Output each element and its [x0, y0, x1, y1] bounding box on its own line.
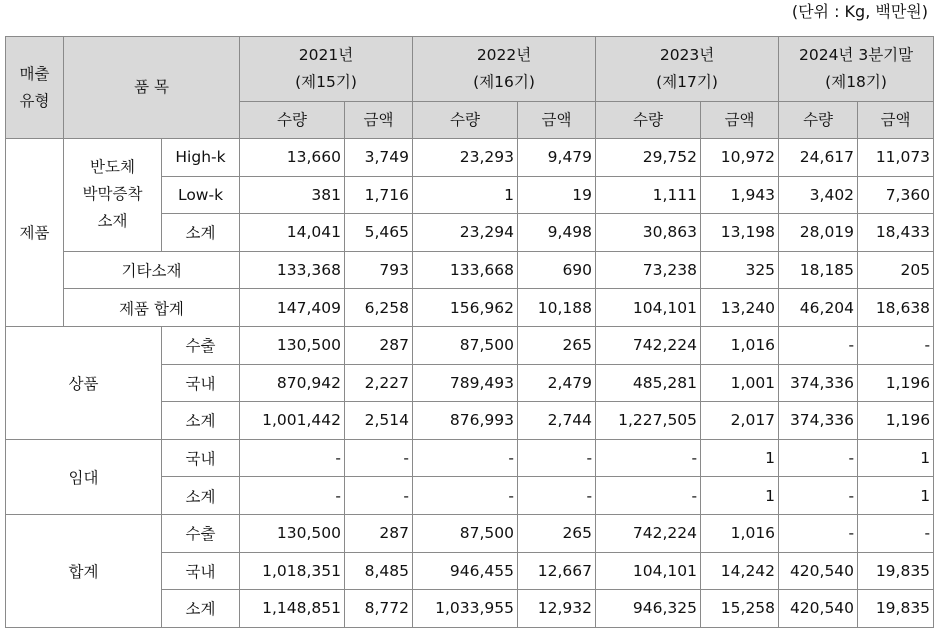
table-row: [6, 139, 934, 177]
qty-cell: 420,540: [779, 590, 858, 628]
qty-cell: 789,493: [413, 364, 518, 402]
amt-cell: 6,258: [345, 289, 413, 327]
period-label: (제16기): [473, 73, 535, 91]
qty-cell: 1,111: [596, 176, 701, 214]
amt-cell: 325: [701, 251, 779, 289]
qty-cell: 104,101: [596, 552, 701, 590]
table-body: [6, 37, 934, 628]
qty-cell: 485,281: [596, 364, 701, 402]
amt-cell: 287: [345, 514, 413, 552]
amt-cell: -: [858, 514, 934, 552]
qty-cell: -: [779, 514, 858, 552]
amt-cell: 3,749: [345, 139, 413, 177]
qty-cell: 946,455: [413, 552, 518, 590]
table-row: [6, 326, 934, 364]
amt-cell: -: [345, 439, 413, 477]
header-amt: 금액: [858, 102, 934, 139]
row-label: 소계: [162, 214, 240, 252]
qty-cell: 130,500: [240, 326, 345, 364]
qty-cell: 29,752: [596, 139, 701, 177]
header-amt: 금액: [701, 102, 779, 139]
header-year-2023: [596, 37, 779, 102]
qty-cell: -: [596, 439, 701, 477]
qty-cell: 13,660: [240, 139, 345, 177]
qty-cell: 24,617: [779, 139, 858, 177]
qty-cell: 28,019: [779, 214, 858, 252]
amt-cell: 205: [858, 251, 934, 289]
row-label: 국내: [162, 552, 240, 590]
type-cell-lease: 임대: [6, 439, 162, 514]
row-label: Low-k: [162, 176, 240, 214]
amt-cell: 9,479: [518, 139, 596, 177]
amt-cell: 287: [345, 326, 413, 364]
row-label: 수출: [162, 326, 240, 364]
header-item: 품 목: [64, 37, 240, 139]
amt-cell: 19,835: [858, 552, 934, 590]
amt-cell: 7,360: [858, 176, 934, 214]
amt-cell: 1: [858, 477, 934, 515]
amt-cell: 1,943: [701, 176, 779, 214]
qty-cell: -: [779, 477, 858, 515]
amt-cell: 12,667: [518, 552, 596, 590]
amt-cell: 15,258: [701, 590, 779, 628]
amt-cell: 8,485: [345, 552, 413, 590]
qty-cell: 1,148,851: [240, 590, 345, 628]
row-label: 소계: [162, 477, 240, 515]
product-group-line: 소재: [97, 212, 128, 231]
year-label: 2021년: [298, 46, 354, 64]
qty-cell: 374,336: [779, 364, 858, 402]
amt-cell: 11,073: [858, 139, 934, 177]
row-label: 소계: [162, 402, 240, 440]
qty-cell: 30,863: [596, 214, 701, 252]
row-label: 소계: [162, 590, 240, 628]
qty-cell: 23,294: [413, 214, 518, 252]
amt-cell: 12,932: [518, 590, 596, 628]
amt-cell: -: [518, 439, 596, 477]
qty-cell: 742,224: [596, 514, 701, 552]
qty-cell: 133,668: [413, 251, 518, 289]
amt-cell: 5,465: [345, 214, 413, 252]
table-row: [6, 439, 934, 477]
product-group-line: 반도체: [90, 158, 135, 177]
unit-note: (단위 : Kg, 백만원): [791, 2, 928, 21]
amt-cell: 1: [701, 439, 779, 477]
amt-cell: 10,972: [701, 139, 779, 177]
amt-cell: 1,016: [701, 514, 779, 552]
year-label: 2022년: [476, 46, 532, 64]
amt-cell: 1: [858, 439, 934, 477]
qty-cell: 14,041: [240, 214, 345, 252]
sales-table: [5, 36, 934, 628]
product-group-line: 박막증착: [82, 185, 143, 204]
qty-cell: 46,204: [779, 289, 858, 327]
qty-cell: 147,409: [240, 289, 345, 327]
qty-cell: 73,238: [596, 251, 701, 289]
type-cell-total: 합계: [6, 514, 162, 627]
header-sales-type: [6, 37, 64, 139]
qty-cell: -: [240, 477, 345, 515]
amt-cell: 265: [518, 326, 596, 364]
qty-cell: 870,942: [240, 364, 345, 402]
qty-cell: -: [596, 477, 701, 515]
header-amt: 금액: [345, 102, 413, 139]
qty-cell: 87,500: [413, 326, 518, 364]
year-label: 2023년: [659, 46, 715, 64]
qty-cell: 1: [413, 176, 518, 214]
amt-cell: 13,240: [701, 289, 779, 327]
table-row: [6, 514, 934, 552]
amt-cell: 18,638: [858, 289, 934, 327]
row-label: High-k: [162, 139, 240, 177]
qty-cell: -: [413, 477, 518, 515]
amt-cell: 2,744: [518, 402, 596, 440]
period-label: (제18기): [825, 73, 887, 91]
qty-cell: 1,033,955: [413, 590, 518, 628]
header-year-2021: [240, 37, 413, 102]
year-label: 2024년 3분기말: [798, 46, 914, 64]
row-label: 제품 합계: [64, 289, 240, 327]
table-row: [6, 289, 934, 327]
qty-cell: -: [779, 439, 858, 477]
amt-cell: 14,242: [701, 552, 779, 590]
qty-cell: 130,500: [240, 514, 345, 552]
amt-cell: 18,433: [858, 214, 934, 252]
qty-cell: 133,368: [240, 251, 345, 289]
header-year-2022: [413, 37, 596, 102]
period-label: (제15기): [295, 73, 357, 91]
header-qty: 수량: [779, 102, 858, 139]
qty-cell: 87,500: [413, 514, 518, 552]
header-row-years: [6, 37, 934, 102]
header-qty: 수량: [240, 102, 345, 139]
header-year-2024: [779, 37, 934, 102]
qty-cell: 742,224: [596, 326, 701, 364]
row-label: 기타소재: [64, 251, 240, 289]
amt-cell: 1,016: [701, 326, 779, 364]
amt-cell: -: [858, 326, 934, 364]
period-label: (제17기): [656, 73, 718, 91]
qty-cell: 18,185: [779, 251, 858, 289]
amt-cell: 19,835: [858, 590, 934, 628]
amt-cell: 19: [518, 176, 596, 214]
qty-cell: 1,001,442: [240, 402, 345, 440]
qty-cell: 374,336: [779, 402, 858, 440]
header-qty: 수량: [413, 102, 518, 139]
product-group-cell: [64, 139, 162, 252]
amt-cell: 265: [518, 514, 596, 552]
header-sales-type-line2: 유형: [19, 91, 50, 110]
amt-cell: 10,188: [518, 289, 596, 327]
qty-cell: 381: [240, 176, 345, 214]
amt-cell: 2,227: [345, 364, 413, 402]
amt-cell: 9,498: [518, 214, 596, 252]
amt-cell: 690: [518, 251, 596, 289]
qty-cell: 104,101: [596, 289, 701, 327]
amt-cell: 1: [701, 477, 779, 515]
amt-cell: 1,001: [701, 364, 779, 402]
qty-cell: 1,018,351: [240, 552, 345, 590]
table-row: [6, 251, 934, 289]
amt-cell: 1,196: [858, 402, 934, 440]
header-amt: 금액: [518, 102, 596, 139]
amt-cell: 1,716: [345, 176, 413, 214]
amt-cell: 1,196: [858, 364, 934, 402]
header-sales-type-line1: 매출: [19, 64, 50, 83]
header-qty: 수량: [596, 102, 701, 139]
qty-cell: 876,993: [413, 402, 518, 440]
qty-cell: -: [413, 439, 518, 477]
type-cell-product: 제품: [6, 139, 64, 327]
qty-cell: 23,293: [413, 139, 518, 177]
qty-cell: 1,227,505: [596, 402, 701, 440]
type-cell-goods: 상품: [6, 326, 162, 439]
amt-cell: 2,017: [701, 402, 779, 440]
row-label: 국내: [162, 364, 240, 402]
qty-cell: 3,402: [779, 176, 858, 214]
qty-cell: -: [240, 439, 345, 477]
row-label: 수출: [162, 514, 240, 552]
amt-cell: 8,772: [345, 590, 413, 628]
qty-cell: -: [779, 326, 858, 364]
amt-cell: -: [345, 477, 413, 515]
qty-cell: 420,540: [779, 552, 858, 590]
amt-cell: 13,198: [701, 214, 779, 252]
amt-cell: -: [518, 477, 596, 515]
qty-cell: 946,325: [596, 590, 701, 628]
amt-cell: 2,514: [345, 402, 413, 440]
amt-cell: 2,479: [518, 364, 596, 402]
row-label: 국내: [162, 439, 240, 477]
amt-cell: 793: [345, 251, 413, 289]
qty-cell: 156,962: [413, 289, 518, 327]
